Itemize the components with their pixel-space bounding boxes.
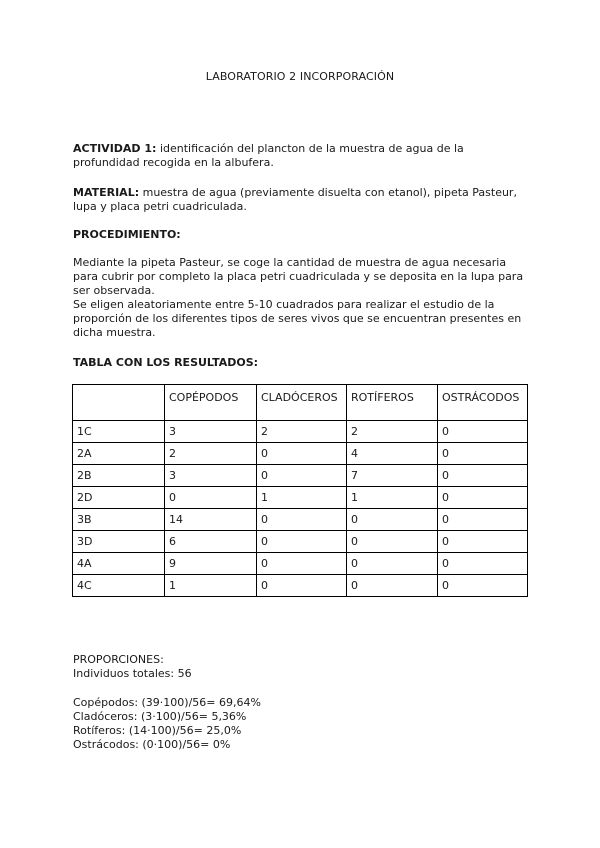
actividad-label: ACTIVIDAD 1: — [73, 142, 157, 155]
table-cell: 4 — [347, 443, 438, 465]
document-title: LABORATORIO 2 INCORPORACIÓN — [205, 70, 395, 83]
table-cell: 0 — [438, 531, 528, 553]
table-cell: 2 — [257, 421, 347, 443]
table-row — [73, 531, 528, 553]
table-cell: 0 — [438, 421, 528, 443]
table-cell: 0 — [347, 553, 438, 575]
table-cell: 7 — [347, 465, 438, 487]
table-cell: 3 — [165, 465, 257, 487]
results-table — [72, 384, 528, 597]
table-header-cell: ROTÍFEROS — [347, 385, 438, 421]
table-cell: 4C — [73, 575, 165, 597]
table-cell: 2B — [73, 465, 165, 487]
table-row — [73, 465, 528, 487]
individuos-totales: Individuos totales: 56 — [73, 667, 192, 680]
table-cell: 0 — [257, 509, 347, 531]
procedimiento-paragraph-2: Se eligen aleatoriamente entre 5-10 cuadrados para realizar el estudio de la proporción de los diferentes tipos de seres vivos que se encuentran presentes en dicha muestra. — [73, 298, 522, 339]
table-header-cell: OSTRÁCODOS — [438, 385, 528, 421]
table-row — [73, 421, 528, 443]
table-cell: 14 — [165, 509, 257, 531]
table-cell: 0 — [438, 443, 528, 465]
table-cell: 2A — [73, 443, 165, 465]
proporciones-heading: PROPORCIONES: — [73, 653, 164, 666]
table-cell: 3 — [165, 421, 257, 443]
table-cell: 2D — [73, 487, 165, 509]
table-row — [73, 553, 528, 575]
table-cell: 1 — [257, 487, 347, 509]
table-cell: 0 — [257, 443, 347, 465]
tabla-heading: TABLA CON LOS RESULTADOS: — [73, 356, 259, 369]
table-cell: 0 — [438, 553, 528, 575]
table-header-row — [73, 385, 528, 421]
table-cell: 0 — [257, 531, 347, 553]
table-cell: 0 — [347, 509, 438, 531]
table-cell: 0 — [257, 553, 347, 575]
material-paragraph — [73, 186, 533, 214]
table-cell: 0 — [438, 575, 528, 597]
proporcion-ostracodos: Ostrácodos: (0·100)/56= 0% — [73, 738, 231, 751]
table-cell: 0 — [438, 509, 528, 531]
proporcion-rotiferos: Rotíferos: (14·100)/56= 25,0% — [73, 724, 242, 737]
actividad-paragraph — [73, 142, 533, 170]
table-header-cell — [73, 385, 165, 421]
table-row — [73, 487, 528, 509]
table-row — [73, 575, 528, 597]
table-cell: 4A — [73, 553, 165, 575]
proporcion-cladoceros: Cladóceros: (3·100)/56= 5,36% — [73, 710, 247, 723]
table-header-cell: COPÉPODOS — [165, 385, 257, 421]
table-cell: 0 — [438, 487, 528, 509]
table-cell: 1 — [347, 487, 438, 509]
table-cell: 0 — [257, 575, 347, 597]
table-cell: 3B — [73, 509, 165, 531]
table-cell: 0 — [347, 531, 438, 553]
table-row — [73, 509, 528, 531]
actividad-text: identificación del plancton de la muestra de agua de la profundidad recogida en la albufera. — [73, 142, 464, 169]
table-cell: 1 — [165, 575, 257, 597]
table-cell: 0 — [165, 487, 257, 509]
table-cell: 0 — [257, 465, 347, 487]
table-row — [73, 443, 528, 465]
table-cell: 0 — [438, 465, 528, 487]
material-label: MATERIAL: — [73, 186, 140, 199]
table-cell: 9 — [165, 553, 257, 575]
proporcion-copepodos: Copépodos: (39·100)/56= 69,64% — [73, 696, 261, 709]
material-text: muestra de agua (previamente disuelta con etanol), pipeta Pasteur, lupa y placa petri cuadriculada. — [73, 186, 517, 213]
table-header-cell: CLADÓCEROS — [257, 385, 347, 421]
procedimiento-paragraph-1: Mediante la pipeta Pasteur, se coge la cantidad de muestra de agua necesaria para cubrir por completo la placa petri cuadriculada y se deposita en la lupa para ser observada. — [73, 256, 524, 297]
table-cell: 3D — [73, 531, 165, 553]
table-cell: 2 — [165, 443, 257, 465]
table-cell: 2 — [347, 421, 438, 443]
table-cell: 1C — [73, 421, 165, 443]
table-cell: 0 — [347, 575, 438, 597]
table-cell: 6 — [165, 531, 257, 553]
procedimiento-heading: PROCEDIMIENTO: — [73, 228, 181, 241]
